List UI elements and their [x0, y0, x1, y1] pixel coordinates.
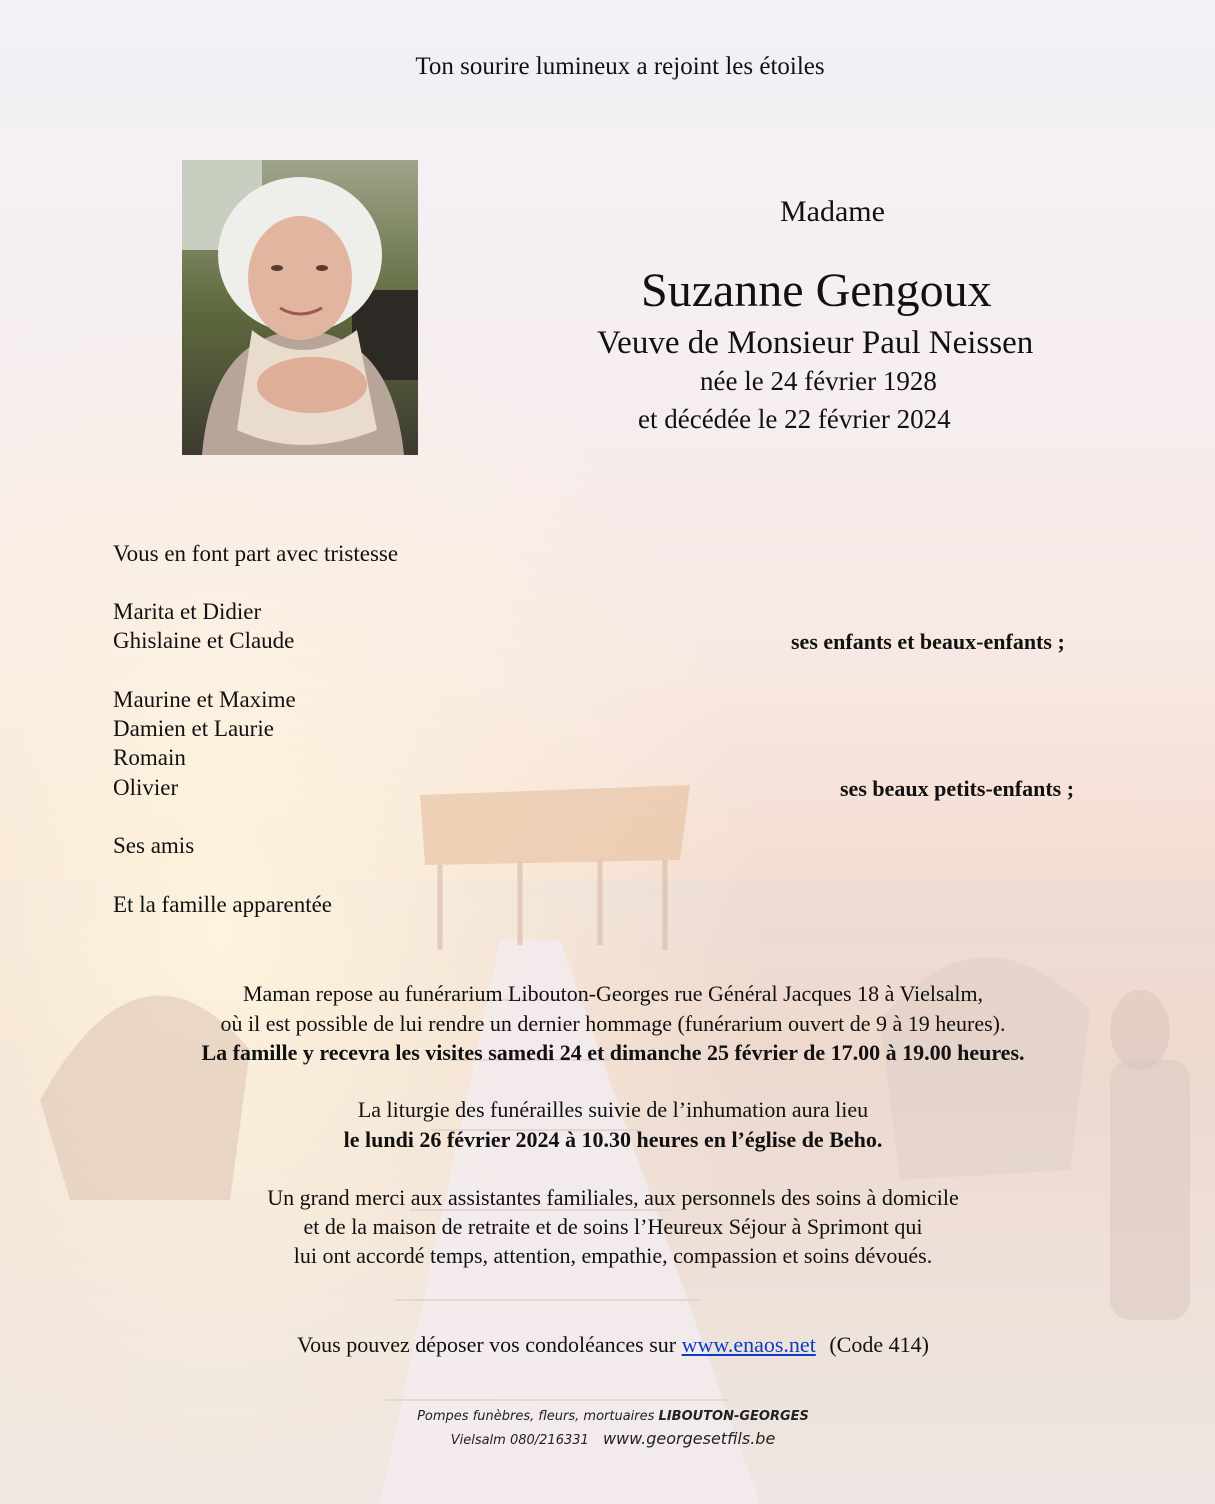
footer-services: Pompes funèbres, fleurs, mortuaires	[417, 1409, 655, 1424]
grandchild-name: Romain	[113, 745, 186, 770]
grandchildren-label: ses beaux petits-enfants ;	[840, 776, 1075, 801]
funerarium-line-2: où il est possible de lui rendre un dernier hommage (funérarium ouvert de 9 à 19 heures).	[220, 1011, 1006, 1036]
liturgy-line-1: La liturgie des funérailles suivie de l’inhumation aura lieu	[357, 1097, 869, 1122]
thanks-line-3: lui ont accordé temps, attention, empathie, compassion et soins dévoués.	[293, 1243, 933, 1268]
condolences-line	[0, 1332, 1215, 1358]
portrait-photo	[182, 160, 418, 455]
grandchild-name: Olivier	[113, 775, 179, 800]
widow-line: Veuve de Monsieur Paul Neissen	[597, 325, 1034, 361]
thanks-line-2: et de la maison de retraite et de soins l’Heureux Séjour à Sprimont qui	[303, 1214, 923, 1239]
funerarium-line-1: Maman repose au funérarium Libouton-Georges rue Général Jacques 18 à Vielsalm,	[242, 981, 984, 1006]
birth-date: née le 24 février 1928	[700, 366, 937, 396]
title-madame: Madame	[780, 195, 885, 228]
epitaph: Ton sourire lumineux a rejoint les étoiles	[415, 53, 825, 80]
children-label: ses enfants et beaux-enfants ;	[791, 629, 1065, 654]
condolences-prefix: Vous pouvez déposer vos condoléances sur	[297, 1332, 677, 1357]
child-name: Ghislaine et Claude	[113, 628, 295, 653]
deceased-name: Suzanne Gengoux	[641, 264, 992, 317]
footer-line-2	[0, 1429, 1215, 1448]
child-name: Marita et Didier	[113, 599, 262, 624]
footer-website: www.georgesetfils.be	[602, 1429, 776, 1448]
grandchild-name: Damien et Laurie	[113, 716, 274, 741]
friends-line: Ses amis	[113, 833, 195, 858]
grandchild-name: Maurine et Maxime	[113, 687, 296, 712]
announcement-intro: Vous en font part avec tristesse	[113, 541, 399, 566]
footer-contact: Vielsalm 080/216331	[450, 1433, 589, 1448]
condolences-link[interactable]: www.enaos.net	[681, 1332, 816, 1357]
death-date: et décédée le 22 février 2024	[638, 404, 951, 434]
footer-line-1	[0, 1409, 1215, 1424]
condolences-code: (Code 414)	[829, 1332, 929, 1357]
liturgy-date: le lundi 26 février 2024 à 10.30 heures en l’église de Beho.	[343, 1127, 883, 1152]
footer-brand: LIBOUTON-GEORGES	[658, 1409, 809, 1424]
relatives-line: Et la famille apparentée	[113, 892, 333, 917]
thanks-line-1: Un grand merci aux assistantes familiales, aux personnels des soins à domicile	[267, 1185, 959, 1210]
funerarium-visits: La famille y recevra les visites samedi 24 et dimanche 25 février de 17.00 à 19.00 heures.	[201, 1040, 1025, 1065]
